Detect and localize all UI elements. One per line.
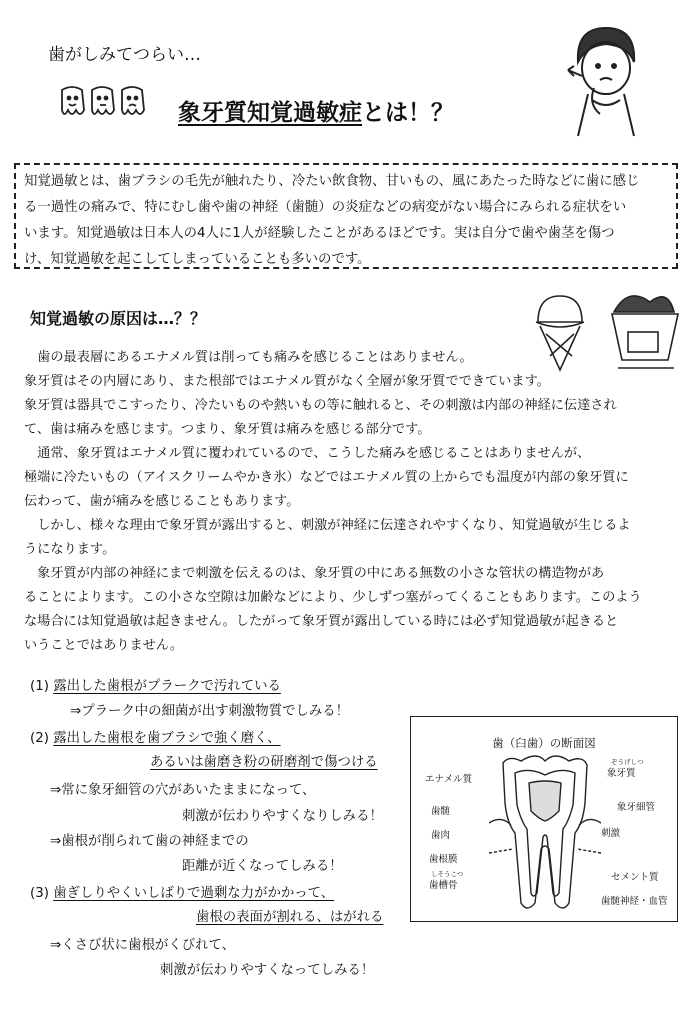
body-line: な場合には知覚過敏は起きません。したがって象牙質が露出している時には必ず知覚過敏が起きると — [24, 614, 619, 629]
intro-line: います。知覚過敏は日本人の4人に1人が経験したことがあるほどです。実は自分で歯や歯茎を傷つ — [24, 226, 615, 241]
body-line: 象牙質はその内層にあり、また根部ではエナメル質がなく全層が象牙質でできています。 — [24, 374, 550, 389]
body-line: 極端に冷たいもの（アイスクリームやかき氷）などではエナメル質の上からでも温度が内部の象牙質に — [24, 470, 629, 485]
label-tubules: 象牙細管 — [617, 802, 656, 813]
title-tail: とは！？ — [362, 100, 454, 126]
cause-1-title: (1) 露出した歯根がプラークで汚れている — [30, 679, 281, 694]
cause-2-title: (2) 露出した歯根を歯ブラシで強く磨く、 — [30, 731, 281, 746]
teeth-illustration — [58, 84, 154, 124]
intro-line: 知覚過敏とは、歯ブラシの毛先が触れたり、冷たい飲食物、甘いもの、風にあたった時などに歯に感じ — [24, 174, 640, 189]
label-nerve: 歯髄神経・血管 — [601, 896, 668, 907]
label-dentin: 象牙質 — [607, 768, 636, 779]
section-body — [24, 346, 684, 658]
cause-2-result-2a: ⇒歯根が削られて歯の神経までの — [50, 834, 249, 849]
body-line: 歯の最表層にあるエナメル質は削っても痛みを感じることはありません。 — [24, 350, 473, 365]
body-line: 象牙質が内部の神経にまで刺激を伝えるのは、象牙質の中にある無数の小さな管状の構造物があ — [24, 566, 605, 581]
body-line: 伝わって、歯が痛みを感じることもあります。 — [24, 494, 300, 509]
body-line: うになります。 — [24, 542, 116, 557]
label-gum: 歯肉 — [431, 830, 451, 841]
cause-2-result-2b: 距離が近くなってしみる！ — [182, 859, 343, 874]
label-stimulus: 刺激 — [601, 828, 621, 839]
cause-2-result-1a: ⇒常に象牙細管の穴があいたままになって、 — [50, 783, 316, 798]
body-line: 象牙質は器具でこすったり、冷たいものや熱いもの等に触れると、その刺激は内部の神経に伝達され — [24, 398, 617, 413]
diagram-caption: 歯（臼歯）の断面図 — [492, 736, 596, 750]
cause-2-title-2: あるいは歯磨き粉の研磨剤で傷つける — [150, 755, 378, 770]
intro-box — [14, 163, 678, 269]
title-main: 象牙質知覚過敏症 — [178, 100, 362, 126]
cause-1-result: ⇒プラーク中の細菌が出す刺激物質でしみる！ — [70, 704, 350, 719]
label-enamel: エナメル質 — [425, 774, 473, 785]
cause-3-result-1: ⇒くさび状に歯根がくびれて、 — [50, 938, 236, 953]
cause-2-result-1b: 刺激が伝わりやすくなりしみる！ — [182, 809, 383, 824]
label-bone-ruby: しそうこつ — [431, 870, 464, 878]
body-line: て、歯は痛みを感じます。つまり、象牙質は痛みを感じる部分です。 — [24, 422, 431, 437]
tooth-diagram — [410, 716, 678, 922]
body-line: ることによります。この小さな空隙は加齢などにより、少しずつ塞がってくることもあります。このよう — [24, 590, 642, 605]
intro-line: け、知覚過敏を起こしてしまっていることも多いのです。 — [24, 252, 371, 267]
label-ligament: 歯根膜 — [429, 854, 458, 865]
worried-woman-illustration — [548, 18, 668, 140]
section-heading: 知覚過敏の原因は…？？ — [30, 309, 207, 328]
cause-3-title-2: 歯根の表面が割れる、はがれる — [196, 910, 384, 925]
page-title — [178, 94, 454, 127]
label-dentin-ruby: ぞうげしつ — [611, 758, 644, 766]
tooth-cross-section-icon — [489, 753, 601, 919]
label-pulp: 歯髄 — [431, 806, 451, 817]
body-line: いうことではありません。 — [24, 638, 184, 653]
body-line: しかし、様々な理由で象牙質が露出すると、刺激が神経に伝達されやすくなり、知覚過敏が生じるよ — [24, 518, 631, 533]
label-cementum: セメント質 — [611, 872, 659, 883]
cause-3-title: (3) 歯ぎしりやくいしばりで過剰な力がかかって、 — [30, 886, 335, 901]
cause-3-result-2: 刺激が伝わりやすくなってしみる！ — [160, 963, 375, 978]
intro-line: る一過性の痛みで、特にむし歯や歯の神経（歯髄）の炎症などの病変がない場合にみられる症状をい — [24, 200, 627, 215]
subtitle: 歯がしみてつらい… — [48, 45, 201, 65]
body-line: 通常、象牙質はエナメル質に覆われているので、こうした痛みを感じることはありませんが、 — [24, 446, 591, 461]
label-bone: 歯槽骨 — [429, 880, 458, 891]
